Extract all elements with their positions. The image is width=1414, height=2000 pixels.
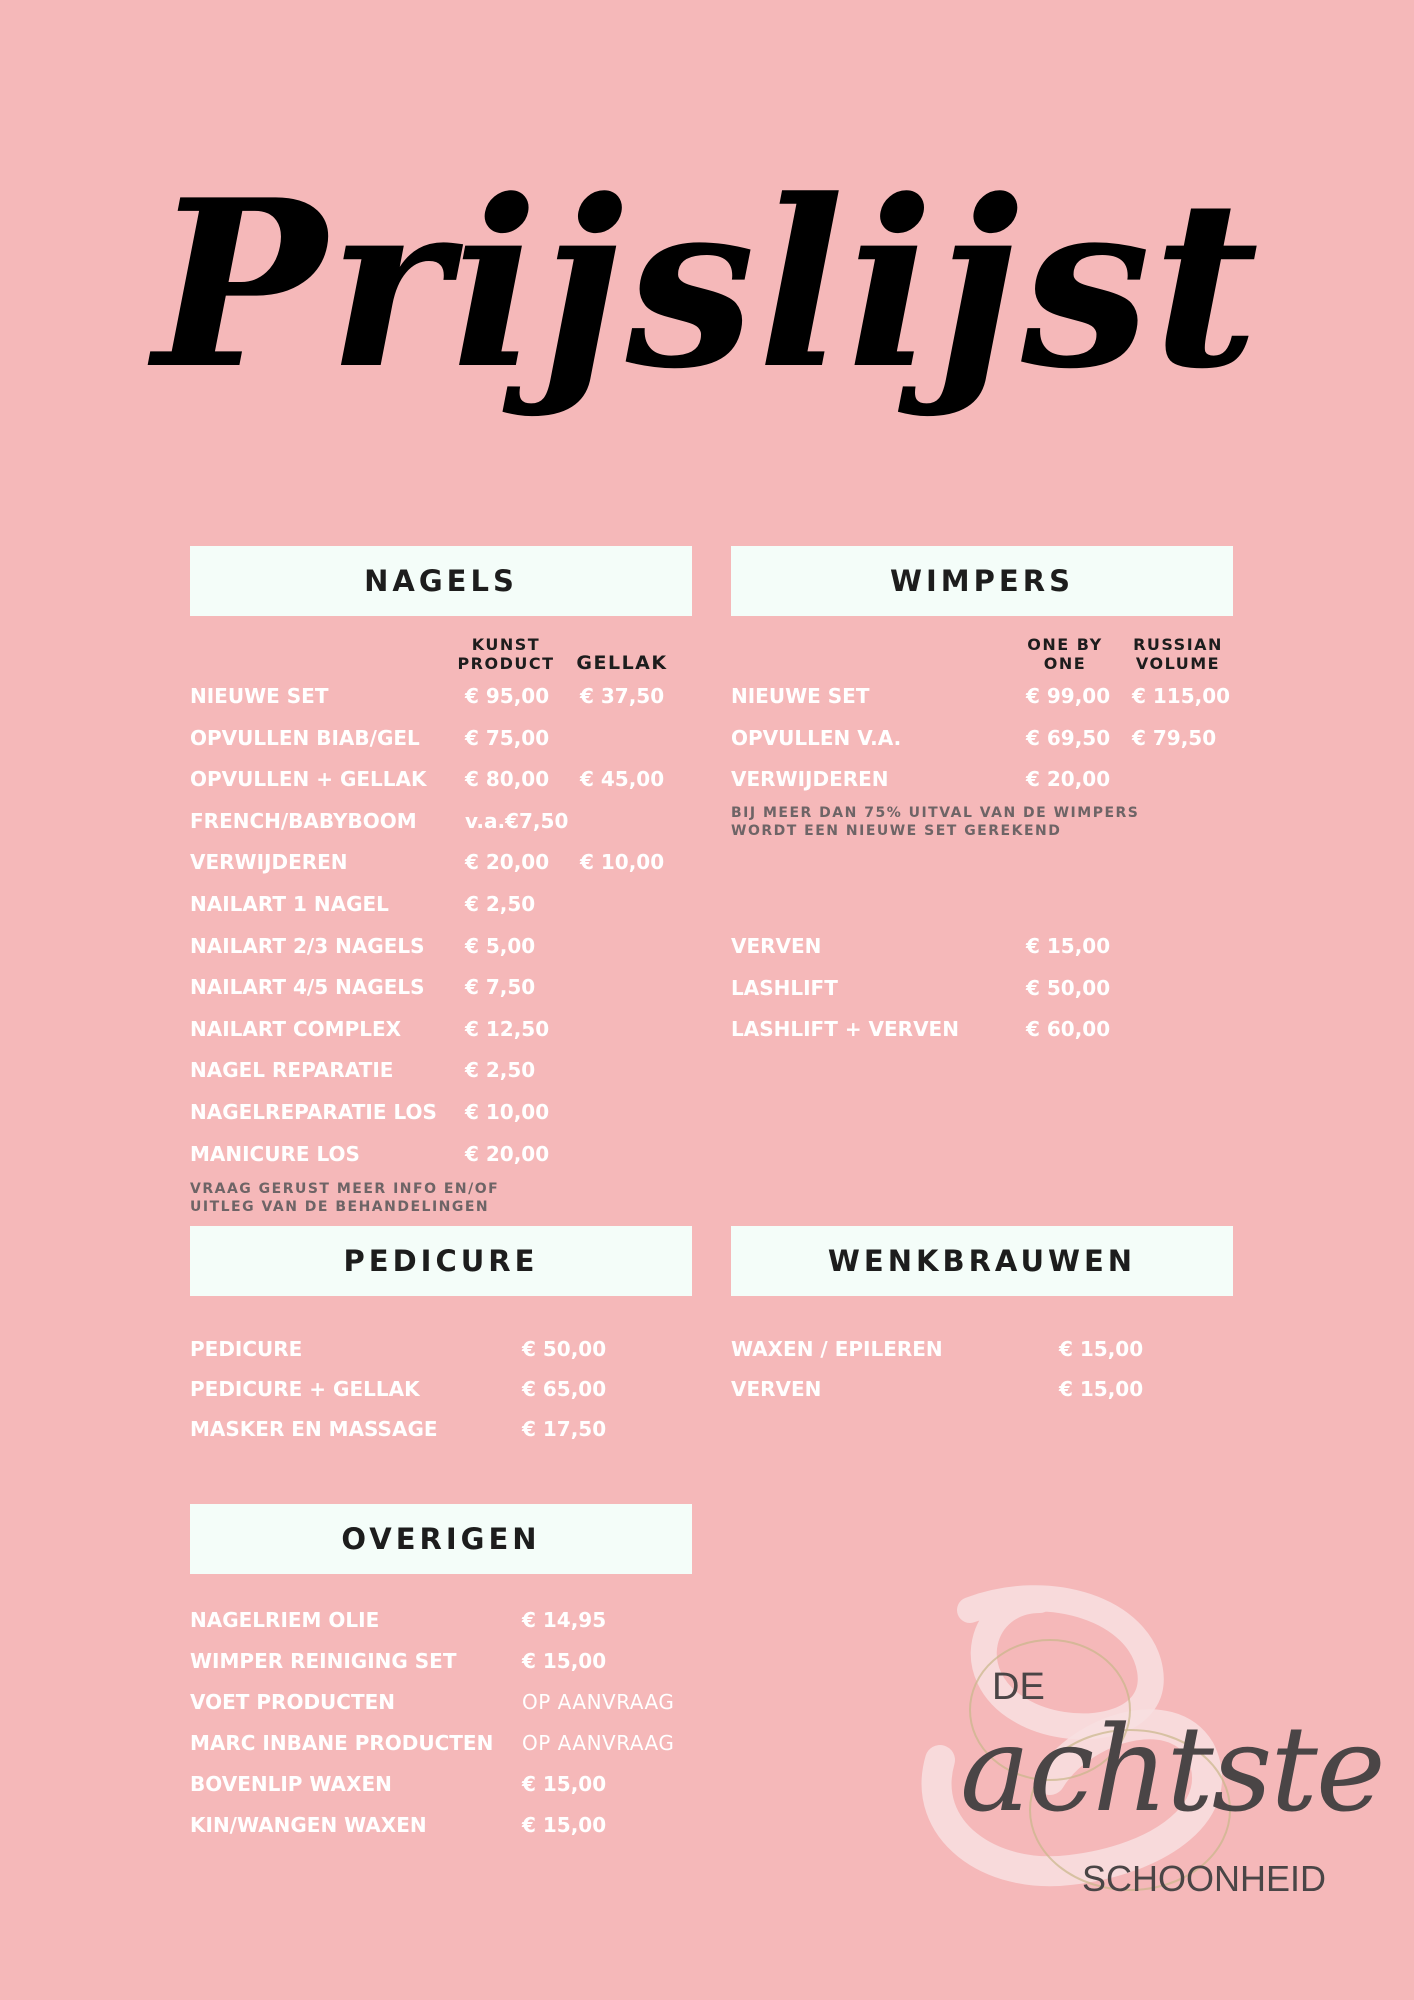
service-price: OP AANVRAAG	[522, 1731, 675, 1755]
service-name: NAGELREPARATIE LOS	[190, 1100, 437, 1124]
service-price: € 17,50	[522, 1417, 607, 1441]
service-name: NAILART 4/5 NAGELS	[190, 975, 425, 1000]
service-price: € 45,00	[580, 767, 665, 792]
overigen-heading: OVERIGEN	[190, 1504, 692, 1574]
service-price: € 80,00	[465, 767, 550, 792]
service-price: € 37,50	[580, 684, 665, 708]
service-price: € 15,00	[522, 1649, 607, 1673]
service-name: NAGELRIEM OLIE	[190, 1608, 380, 1632]
service-price: € 95,00	[465, 684, 550, 708]
service-price: € 14,95	[522, 1608, 607, 1632]
service-name: MANICURE LOS	[190, 1141, 360, 1166]
service-name: VERVEN	[731, 934, 822, 958]
service-price: OP AANVRAAG	[522, 1690, 675, 1714]
service-price: € 99,00	[1026, 684, 1111, 708]
service-name: VERWIJDEREN	[190, 850, 348, 875]
pedicure-heading: PEDICURE	[190, 1226, 692, 1296]
service-name: WIMPER REINIGING SET	[190, 1649, 457, 1673]
service-price: € 20,00	[1026, 767, 1111, 791]
service-price: € 10,00	[580, 850, 665, 875]
service-name: NAILART 1 NAGEL	[190, 892, 389, 916]
service-price: € 2,50	[465, 1058, 536, 1083]
service-price: € 10,00	[465, 1100, 550, 1124]
service-name: PEDICURE + GELLAK	[190, 1377, 420, 1401]
service-price: € 79,50	[1132, 725, 1217, 750]
brand-logo-de: DE	[992, 1666, 1045, 1708]
service-name: MARC INBANE PRODUCTEN	[190, 1731, 494, 1755]
service-name: OPVULLEN BIAB/GEL	[190, 725, 420, 750]
wimpers-heading: WIMPERS	[731, 546, 1233, 616]
service-price: € 69,50	[1026, 725, 1111, 750]
service-price: € 115,00	[1132, 684, 1231, 708]
service-name: LASHLIFT + VERVEN	[731, 1017, 959, 1041]
service-price: € 2,50	[465, 892, 536, 916]
service-price: € 15,00	[522, 1772, 607, 1796]
service-price: € 20,00	[465, 850, 550, 875]
service-price: € 15,00	[1026, 934, 1111, 958]
nagels-col-gellak: GELLAK	[576, 652, 668, 674]
service-name: VERVEN	[731, 1377, 822, 1401]
nagels-heading: NAGELS	[190, 546, 692, 616]
service-name: NIEUWE SET	[731, 684, 870, 708]
service-name: OPVULLEN V.A.	[731, 725, 902, 750]
service-price: € 12,50	[465, 1016, 550, 1041]
service-name: BOVENLIP WAXEN	[190, 1772, 392, 1796]
wenkbrauwen-heading: WENKBRAUWEN	[731, 1226, 1233, 1296]
brand-logo-schoonheid: SCHOONHEID	[1082, 1858, 1327, 1899]
service-name: FRENCH/BABYBOOM	[190, 808, 417, 833]
service-name: NAILART COMPLEX	[190, 1016, 402, 1041]
service-price: € 15,00	[522, 1813, 607, 1837]
service-name: WAXEN / EPILEREN	[731, 1337, 943, 1361]
service-name: KIN/WANGEN WAXEN	[190, 1813, 427, 1837]
service-name: NAGEL REPARATIE	[190, 1058, 394, 1083]
service-price: € 60,00	[1026, 1017, 1111, 1041]
service-price: € 5,00	[465, 933, 536, 958]
wimpers-note: BIJ MEER DAN 75% UITVAL VAN DE WIMPERS WORDT EEN NIEUWE SET GEREKEND	[731, 805, 1140, 839]
service-price: € 20,00	[465, 1141, 550, 1166]
service-name: VERWIJDEREN	[731, 767, 889, 791]
service-name: OPVULLEN + GELLAK	[190, 767, 427, 792]
brand-logo	[900, 1580, 1384, 1920]
service-price: € 65,00	[522, 1377, 607, 1401]
service-name: LASHLIFT	[731, 975, 838, 1000]
service-price: € 50,00	[522, 1337, 607, 1361]
service-name: VOET PRODUCTEN	[190, 1690, 396, 1714]
service-price: € 7,50	[465, 975, 536, 1000]
service-name: NAILART 2/3 NAGELS	[190, 933, 425, 958]
nagels-note: VRAAG GERUST MEER INFO EN/OF UITLEG VAN DE BEHANDELINGEN	[190, 1181, 500, 1215]
service-price: € 15,00	[1059, 1377, 1144, 1401]
service-price: € 75,00	[465, 725, 550, 750]
nagels-col-kunst-product: KUNST PRODUCT	[457, 635, 555, 673]
service-name: MASKER EN MASSAGE	[190, 1417, 438, 1441]
service-price: v.a.€7,50	[465, 808, 569, 833]
wimpers-col-russian-volume: RUSSIAN VOLUME	[1133, 635, 1223, 673]
service-name: NIEUWE SET	[190, 684, 329, 708]
brand-logo-script: achtste	[960, 1700, 1384, 1838]
service-price: € 15,00	[1059, 1337, 1144, 1361]
service-price: € 50,00	[1026, 975, 1111, 1000]
wimpers-col-one-by-one: ONE BY ONE	[1027, 635, 1103, 673]
page-title: Prijslijst	[153, 150, 1261, 420]
service-name: PEDICURE	[190, 1337, 303, 1361]
